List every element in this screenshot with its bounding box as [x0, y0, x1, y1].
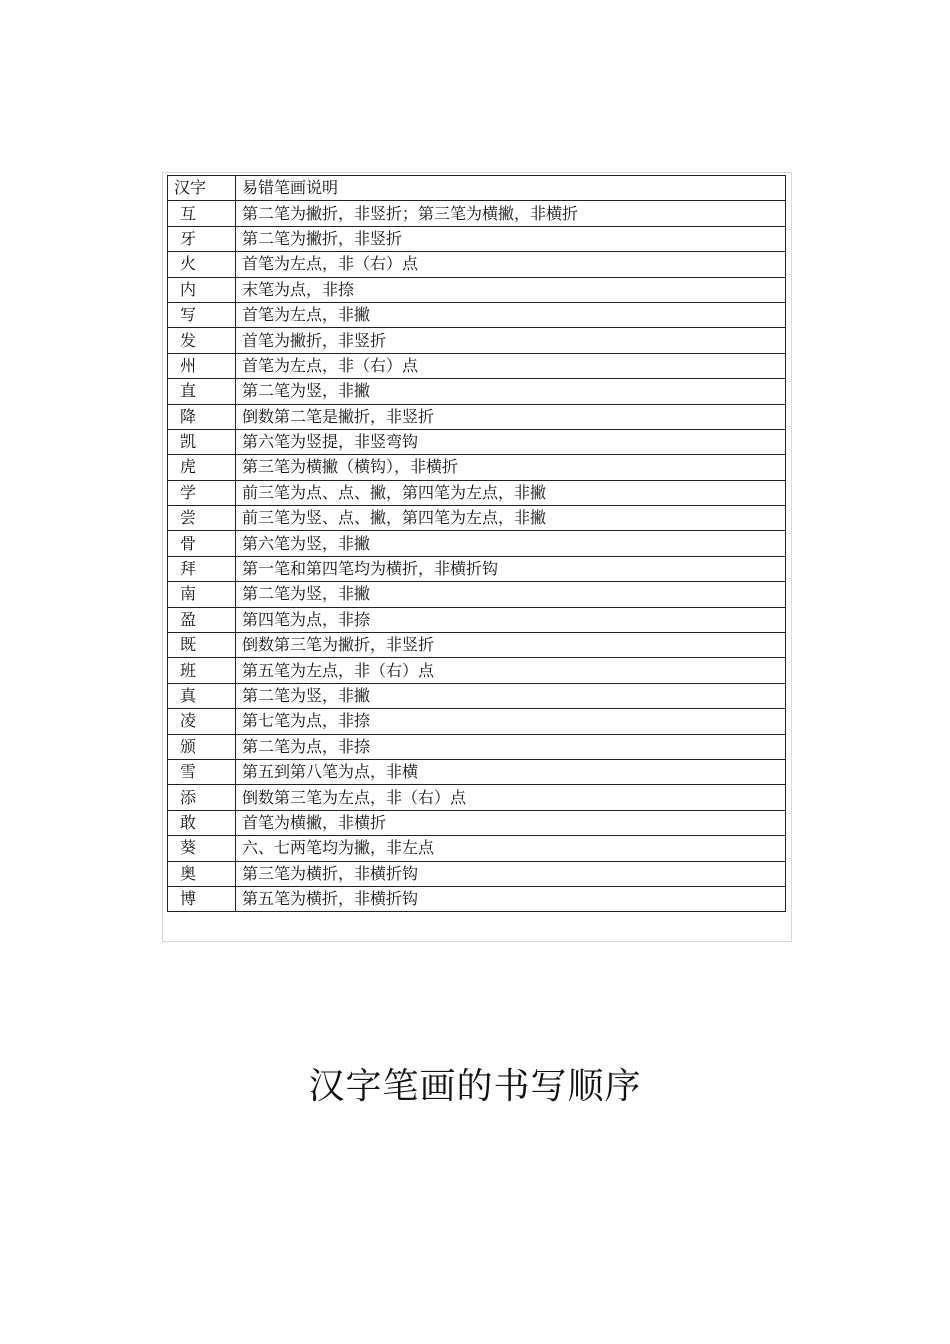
character-cell: 牙: [168, 226, 236, 251]
note-cell: 首笔为左点，非（右）点: [236, 353, 786, 378]
note-cell: 前三笔为点、点、撇，第四笔为左点，非撇: [236, 480, 786, 505]
stroke-table-frame: [162, 172, 792, 942]
table-row: [168, 759, 786, 784]
note-cell: 第六笔为竖提，非竖弯钩: [236, 429, 786, 454]
note-cell: 倒数第三笔为左点，非（右）点: [236, 785, 786, 810]
note-cell: 第二笔为撇折，非竖折: [236, 226, 786, 251]
table-row: [168, 277, 786, 302]
note-cell: 末笔为点，非捺: [236, 277, 786, 302]
table-row: [168, 302, 786, 327]
document-title: 汉字笔画的书写顺序: [308, 1066, 642, 1107]
table-row: [168, 480, 786, 505]
table-row: [168, 252, 786, 277]
table-row: [168, 861, 786, 886]
note-cell: 首笔为横撇，非横折: [236, 810, 786, 835]
note-cell: 倒数第二笔是撇折，非竖折: [236, 404, 786, 429]
note-cell: 第四笔为点，非捺: [236, 607, 786, 632]
table-row: [168, 582, 786, 607]
character-cell: 凯: [168, 429, 236, 454]
note-cell: 第二笔为点，非捺: [236, 734, 786, 759]
note-cell: 倒数第三笔为撇折，非竖折: [236, 633, 786, 658]
note-cell: 第二笔为竖，非撇: [236, 582, 786, 607]
note-cell: 第二笔为竖，非撇: [236, 379, 786, 404]
note-cell: 六、七两笔均为撇，非左点: [236, 836, 786, 861]
character-cell: 学: [168, 480, 236, 505]
note-cell: 首笔为左点，非撇: [236, 302, 786, 327]
character-cell: 奥: [168, 861, 236, 886]
table-row: [168, 683, 786, 708]
table-row: [168, 810, 786, 835]
table-row: [168, 633, 786, 658]
character-cell: 发: [168, 328, 236, 353]
table-row: [168, 607, 786, 632]
character-cell: 直: [168, 379, 236, 404]
character-cell: 颁: [168, 734, 236, 759]
character-cell: 真: [168, 683, 236, 708]
header-character: 汉字: [168, 176, 236, 201]
table-header-row: [168, 176, 786, 201]
table-row: [168, 353, 786, 378]
table-row: [168, 785, 786, 810]
table-row: [168, 506, 786, 531]
table-row: [168, 328, 786, 353]
table-row: [168, 836, 786, 861]
character-cell: 虎: [168, 455, 236, 480]
character-cell: 凌: [168, 709, 236, 734]
note-cell: 第三笔为横折，非横折钩: [236, 861, 786, 886]
table-row: [168, 201, 786, 226]
character-cell: 盈: [168, 607, 236, 632]
table-row: [168, 734, 786, 759]
character-cell: 州: [168, 353, 236, 378]
note-cell: 第二笔为撇折，非竖折；第三笔为横撇，非横折: [236, 201, 786, 226]
stroke-error-table: [167, 175, 786, 912]
character-cell: 敢: [168, 810, 236, 835]
note-cell: 第二笔为竖，非撇: [236, 683, 786, 708]
table-body: [168, 201, 786, 912]
note-cell: 第五到第八笔为点，非横: [236, 759, 786, 784]
note-cell: 第五笔为横折，非横折钩: [236, 886, 786, 911]
character-cell: 葵: [168, 836, 236, 861]
character-cell: 写: [168, 302, 236, 327]
table-row: [168, 379, 786, 404]
character-cell: 尝: [168, 506, 236, 531]
character-cell: 火: [168, 252, 236, 277]
note-cell: 首笔为撇折，非竖折: [236, 328, 786, 353]
character-cell: 内: [168, 277, 236, 302]
note-cell: 第五笔为左点，非（右）点: [236, 658, 786, 683]
note-cell: 第七笔为点，非捺: [236, 709, 786, 734]
character-cell: 互: [168, 201, 236, 226]
character-cell: 骨: [168, 531, 236, 556]
note-cell: 前三笔为竖、点、撇，第四笔为左点，非撇: [236, 506, 786, 531]
table-row: [168, 709, 786, 734]
note-cell: 首笔为左点，非（右）点: [236, 252, 786, 277]
table-row: [168, 658, 786, 683]
header-description: 易错笔画说明: [236, 176, 786, 201]
character-cell: 博: [168, 886, 236, 911]
note-cell: 第一笔和第四笔均为横折，非横折钩: [236, 556, 786, 581]
character-cell: 南: [168, 582, 236, 607]
table-row: [168, 556, 786, 581]
character-cell: 拜: [168, 556, 236, 581]
character-cell: 雪: [168, 759, 236, 784]
table-row: [168, 404, 786, 429]
character-cell: 降: [168, 404, 236, 429]
character-cell: 既: [168, 633, 236, 658]
table-row: [168, 429, 786, 454]
note-cell: 第三笔为横撇（横钩），非横折: [236, 455, 786, 480]
table-row: [168, 226, 786, 251]
table-row: [168, 455, 786, 480]
character-cell: 添: [168, 785, 236, 810]
character-cell: 班: [168, 658, 236, 683]
table-row: [168, 886, 786, 911]
note-cell: 第六笔为竖，非撇: [236, 531, 786, 556]
table-row: [168, 531, 786, 556]
